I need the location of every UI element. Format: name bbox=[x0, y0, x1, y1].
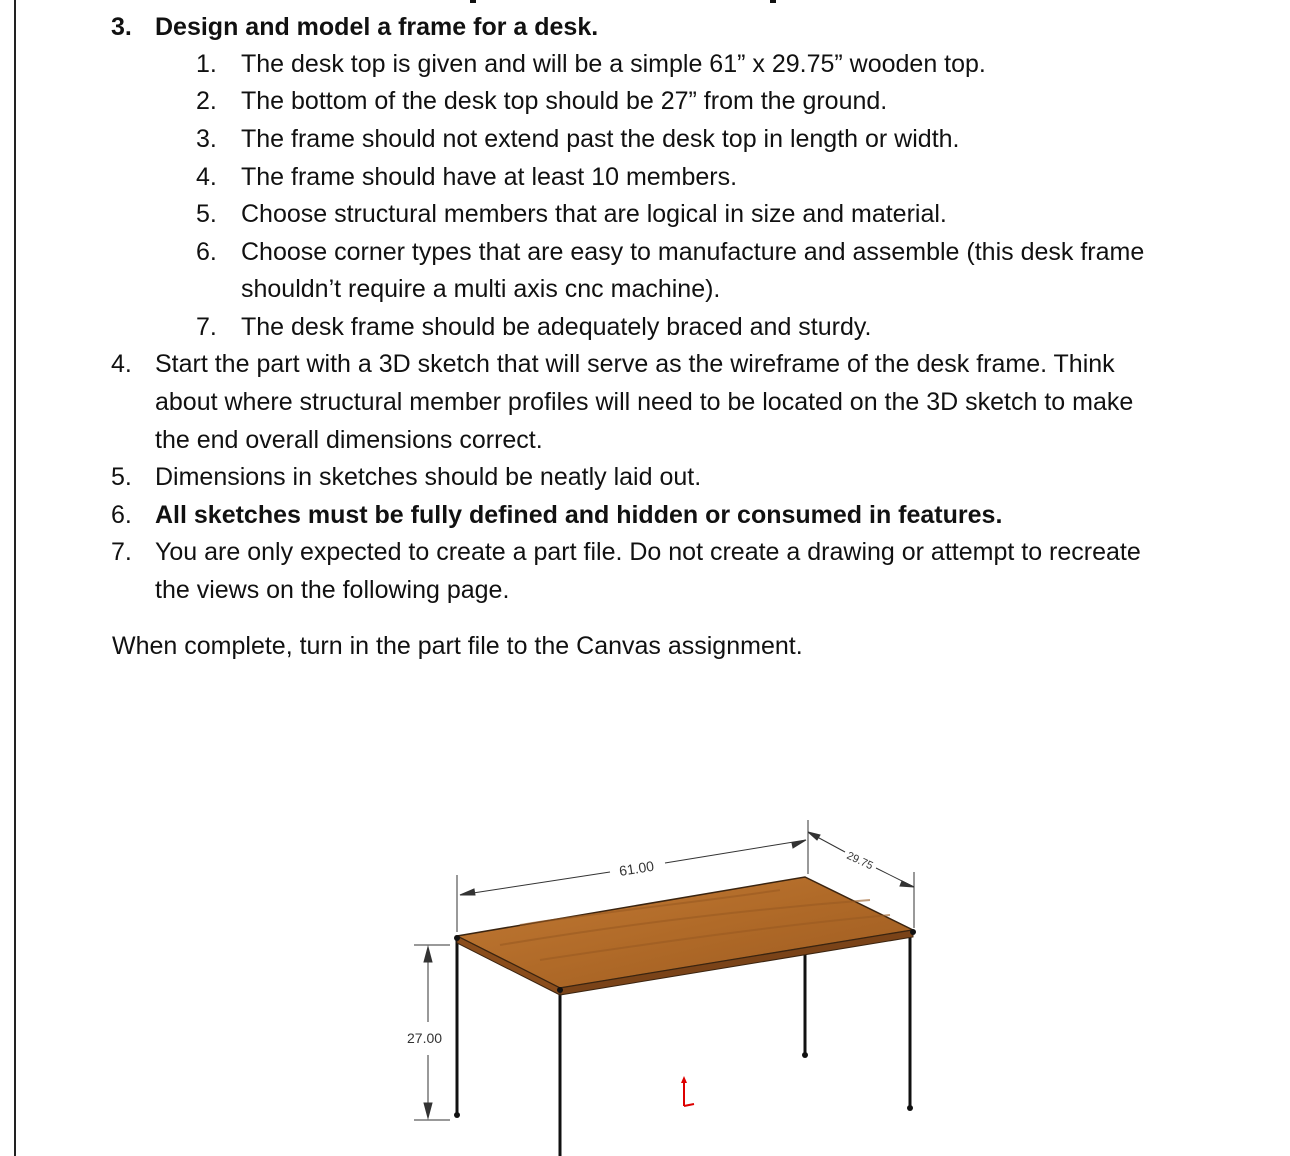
step-number: 3. bbox=[111, 13, 132, 41]
substep-text: The desk top is given and will be a simple 61” x 29.75” wooden top. bbox=[241, 50, 986, 78]
substep-text: The frame should have at least 10 members. bbox=[241, 163, 738, 191]
dimension-width-label: 29.75 bbox=[844, 849, 875, 873]
substep-text: The desk frame should be adequately braced and sturdy. bbox=[241, 313, 872, 341]
substep-number: 1. bbox=[196, 50, 217, 78]
step-number: 5. bbox=[111, 463, 132, 491]
substep-number: 7. bbox=[196, 313, 217, 341]
step-text-continued: the views on the following page. bbox=[155, 576, 510, 604]
step-text: You are only expected to create a part file. Do not create a drawing or attempt to recreate bbox=[155, 538, 1141, 566]
substep-number: 6. bbox=[196, 238, 217, 266]
dimension-height-label: 27.00 bbox=[407, 1030, 443, 1046]
substep-number: 5. bbox=[196, 200, 217, 228]
substep-number: 3. bbox=[196, 125, 217, 153]
step-text: Start the part with a 3D sketch that will serve as the wireframe of the desk frame. Think bbox=[155, 350, 1115, 378]
substep-number: 2. bbox=[196, 87, 217, 115]
origin-triad-icon bbox=[681, 1076, 694, 1106]
step-text: Dimensions in sketches should be neatly laid out. bbox=[155, 463, 702, 491]
desk-top bbox=[454, 877, 916, 995]
substep-text: Choose corner types that are easy to manufacture and assemble (this desk frame bbox=[241, 238, 1145, 266]
step-text: All sketches must be fully defined and hidden or consumed in features. bbox=[155, 501, 1003, 529]
dimension-length-label: 61.00 bbox=[617, 857, 656, 879]
substep-text: The bottom of the desk top should be 27” from the ground. bbox=[241, 87, 888, 115]
substep-number: 4. bbox=[196, 163, 217, 191]
step-text-continued: about where structural member profiles will need to be located on the 3D sketch to make bbox=[155, 388, 1134, 416]
substep-text-continued: shouldn’t require a multi axis cnc machine). bbox=[241, 275, 721, 303]
step-number: 7. bbox=[111, 538, 132, 566]
substep-text: Choose structural members that are logical in size and material. bbox=[241, 200, 947, 228]
substep-text: The frame should not extend past the desk top in length or width. bbox=[241, 125, 960, 153]
closing-instruction: When complete, turn in the part file to the Canvas assignment. bbox=[112, 632, 803, 660]
step-number: 4. bbox=[111, 350, 132, 378]
step-text: Design and model a frame for a desk. bbox=[155, 13, 599, 41]
step-text-continued: the end overall dimensions correct. bbox=[155, 426, 543, 454]
step-number: 6. bbox=[111, 501, 132, 529]
